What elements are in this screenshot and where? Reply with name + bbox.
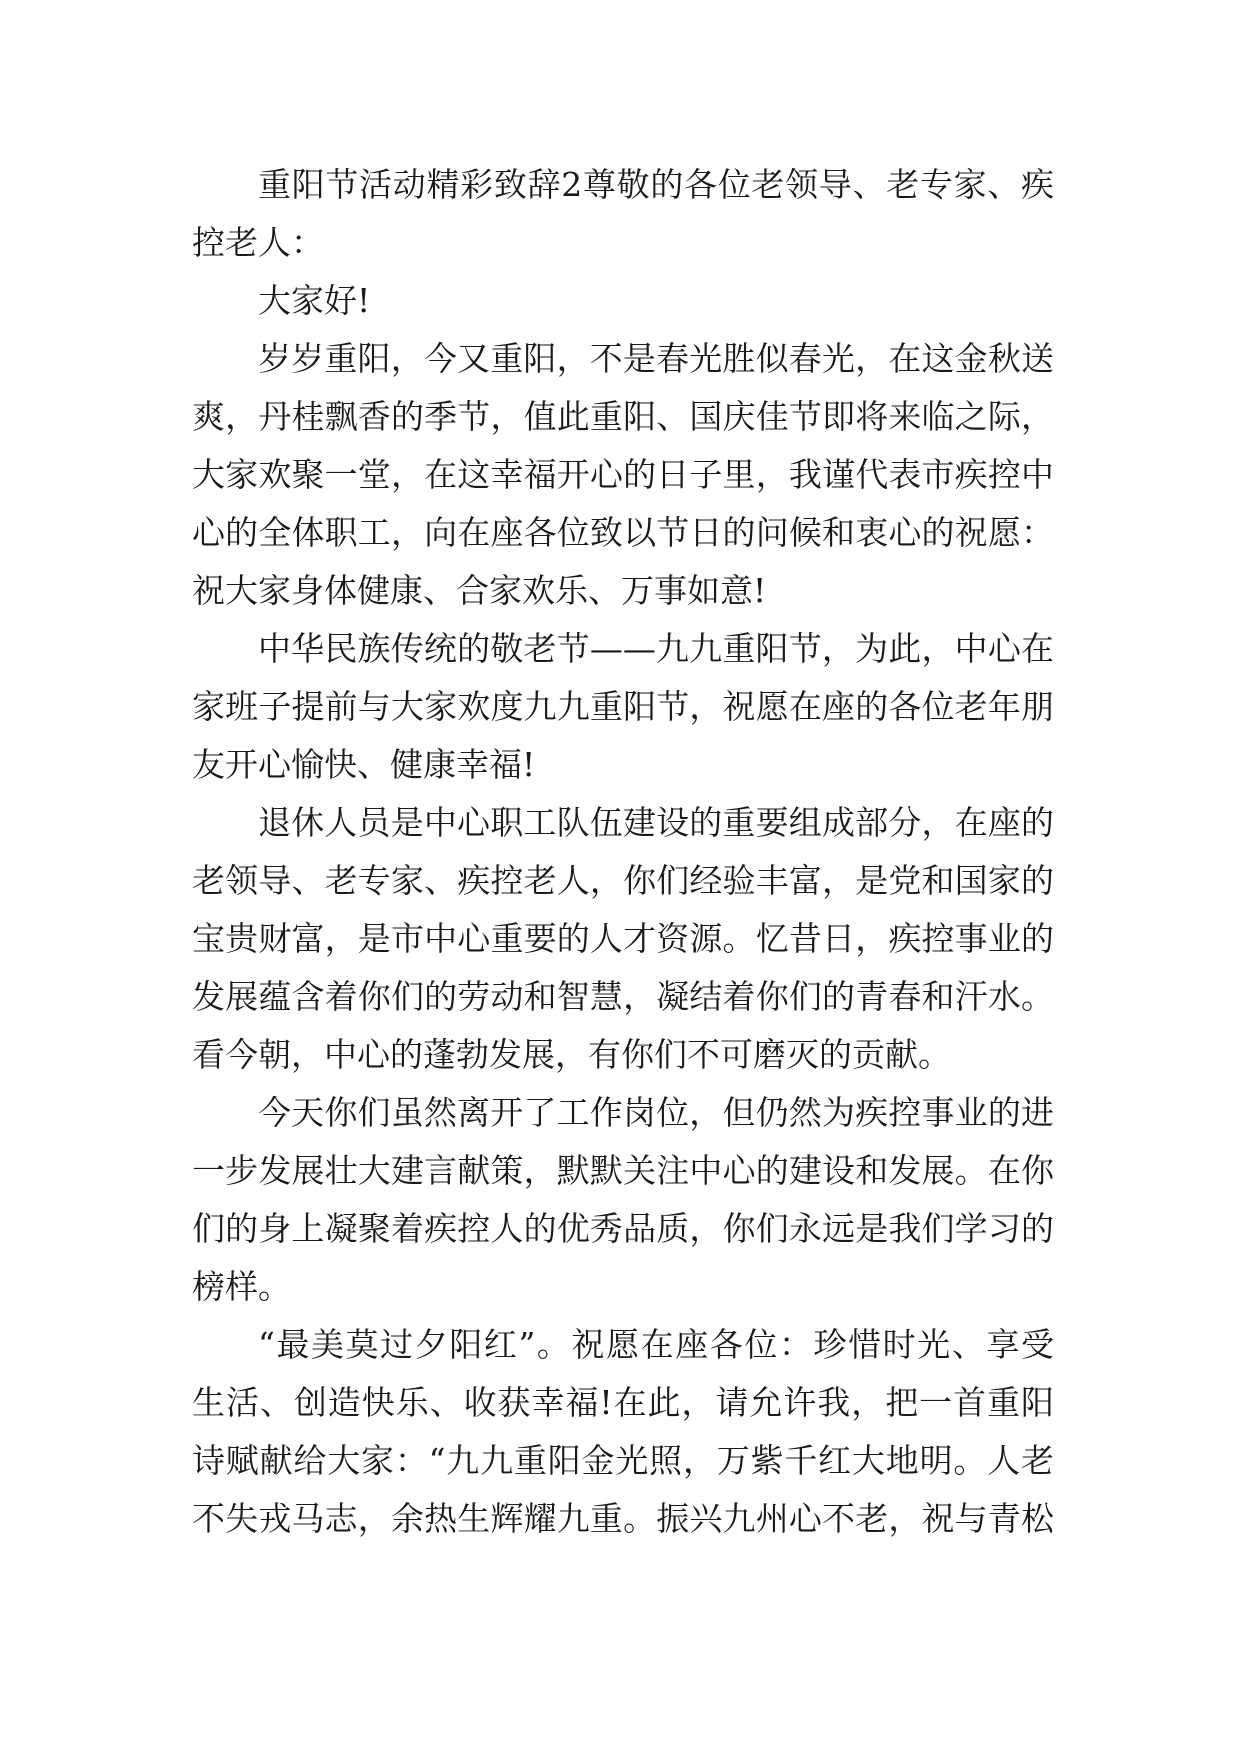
text-line: 一步发展壮大建言献策，默默关注中心的建设和发展。在你 [192, 1151, 1054, 1190]
text-line: 家班子提前与大家欢度九九重阳节，祝愿在座的各位老年朋 [192, 687, 1054, 726]
text-line: 榜样。 [192, 1267, 291, 1306]
text-line: 诗赋献给大家：“九九重阳金光照，万紫千红大地明。人老 [192, 1441, 1054, 1480]
paragraph [192, 1084, 1054, 1316]
text-line: 退休人员是中心职工队伍建设的重要组成部分，在座的 [258, 803, 1054, 842]
text-line: 大家好! [258, 281, 371, 320]
paragraph [192, 1316, 1054, 1548]
text-line: 们的身上凝聚着疾控人的优秀品质，你们永远是我们学习的 [192, 1209, 1054, 1248]
text-line: 友开心愉快、健康幸福! [192, 745, 536, 784]
paragraph [192, 272, 1054, 330]
paragraph [192, 156, 1054, 272]
text-line: 控老人： [192, 223, 324, 262]
paragraph [192, 620, 1054, 794]
document-body [192, 156, 1054, 1548]
text-line: 今天你们虽然离开了工作岗位，但仍然为疾控事业的进 [258, 1093, 1054, 1132]
text-line: 重阳节活动精彩致辞2尊敬的各位老领导、老专家、疾 [258, 165, 1054, 204]
text-line: 爽，丹桂飘香的季节，值此重阳、国庆佳节即将来临之际， [192, 397, 1054, 436]
text-line: 看今朝，中心的蓬勃发展，有你们不可磨灭的贡献。 [192, 1035, 951, 1074]
text-line: 生活、创造快乐、收获幸福!在此，请允许我，把一首重阳 [192, 1383, 1054, 1422]
paragraph [192, 330, 1054, 620]
text-line: “最美莫过夕阳红”。祝愿在座各位：珍惜时光、享受 [258, 1325, 1054, 1364]
paragraph [192, 794, 1054, 1084]
text-line: 中华民族传统的敬老节——九九重阳节，为此，中心在 [258, 629, 1054, 668]
text-line: 发展蕴含着你们的劳动和智慧，凝结着你们的青春和汗水。 [192, 977, 1054, 1016]
text-line: 大家欢聚一堂，在这幸福开心的日子里，我谨代表市疾控中 [192, 455, 1054, 494]
text-line: 祝大家身体健康、合家欢乐、万事如意! [192, 571, 767, 610]
text-line: 宝贵财富，是市中心重要的人才资源。忆昔日，疾控事业的 [192, 919, 1054, 958]
text-line: 老领导、老专家、疾控老人，你们经验丰富，是党和国家的 [192, 861, 1054, 900]
text-line: 不失戎马志，余热生辉耀九重。振兴九州心不老，祝与青松 [192, 1499, 1054, 1538]
text-line: 心的全体职工，向在座各位致以节日的问候和衷心的祝愿： [192, 513, 1054, 552]
text-line: 岁岁重阳，今又重阳，不是春光胜似春光，在这金秋送 [258, 339, 1054, 378]
